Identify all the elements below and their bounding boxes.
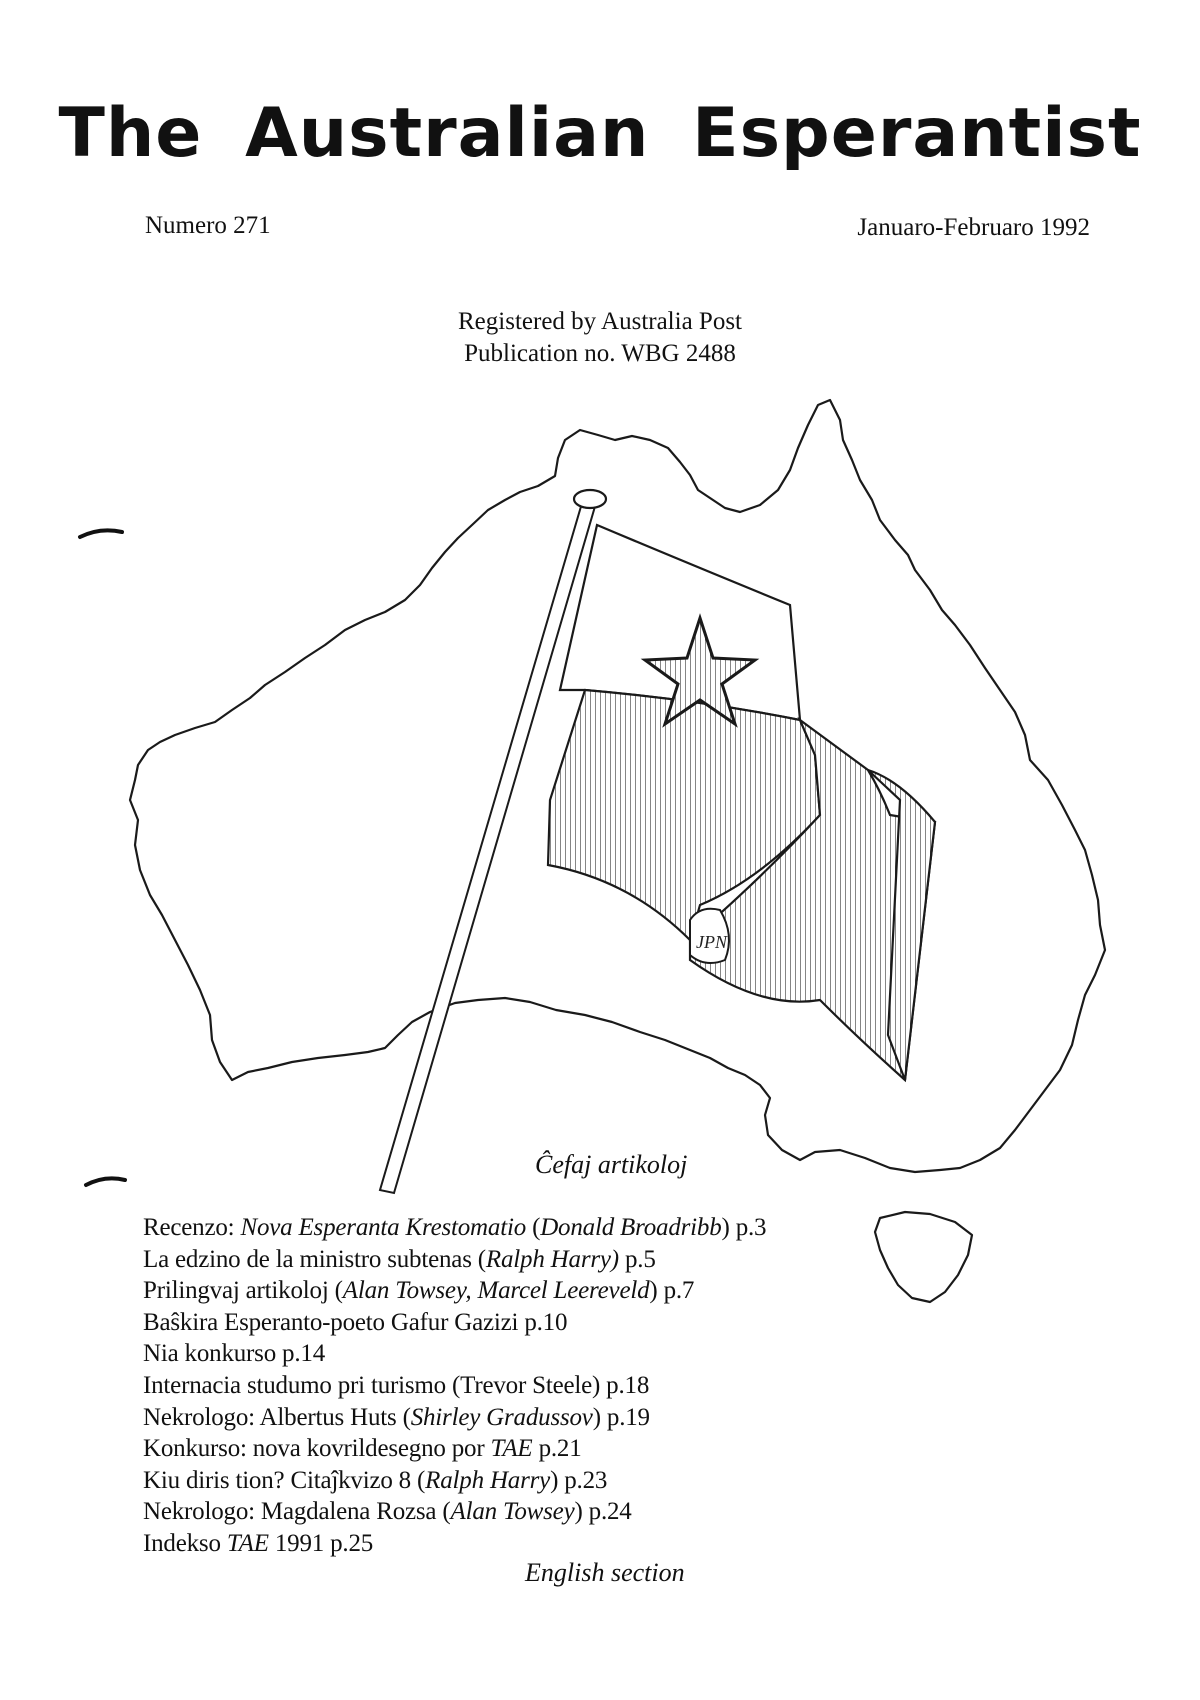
masthead-title: The Australian Esperantist <box>58 94 1142 173</box>
list-item: Recenzo: Nova Esperanta Krestomatio (Donald Broadribb) p.3 <box>143 1214 767 1241</box>
list-item: La edzino de la ministro subtenas (Ralph Harry) p.5 <box>143 1245 656 1273</box>
issue-number: Numero 271 <box>145 212 271 239</box>
stray-ink-mark <box>80 530 122 537</box>
table-of-contents <box>143 1212 766 1560</box>
list-item: Internacia studumo pri turismo (Trevor Steele) p.18 <box>143 1371 650 1399</box>
registration-line-1: Registered by Australia Post <box>458 308 742 335</box>
stray-ink-mark <box>86 1178 125 1185</box>
issue-date: Januaro-Februaro 1992 <box>857 214 1090 241</box>
list-item: Baŝkira Esperanto-poeto Gafur Gazizi p.10 <box>143 1308 568 1336</box>
list-item: Nia konkurso p.14 <box>143 1340 326 1368</box>
list-item: Konkurso: nova kovrildesegno por TAE p.21 <box>143 1435 582 1463</box>
list-item: Nekrologo: Albertus Huts (Shirley Gradussov) p.19 <box>143 1403 650 1431</box>
esperanto-flag <box>548 525 935 1080</box>
contents-heading: Ĉefaj artikoloj <box>535 1150 688 1179</box>
registration-line-2: Publication no. WBG 2488 <box>464 340 736 367</box>
list-item: Kiu diris tion? Citaĵkvizo 8 (Ralph Harry) p.23 <box>143 1466 608 1494</box>
english-section-label: English section <box>525 1558 685 1587</box>
flag-monogram: JPN <box>696 932 727 952</box>
tasmania-outline <box>875 1212 972 1302</box>
svg-text:JPN <box>696 932 728 952</box>
list-item: Indekso TAE 1991 p.25 <box>143 1529 374 1557</box>
list-item: Prilingvaj artikoloj (Alan Towsey, Marcel Leereveld) p.7 <box>143 1277 695 1305</box>
list-item: Nekrologo: Magdalena Rozsa (Alan Towsey) p.24 <box>143 1498 632 1526</box>
